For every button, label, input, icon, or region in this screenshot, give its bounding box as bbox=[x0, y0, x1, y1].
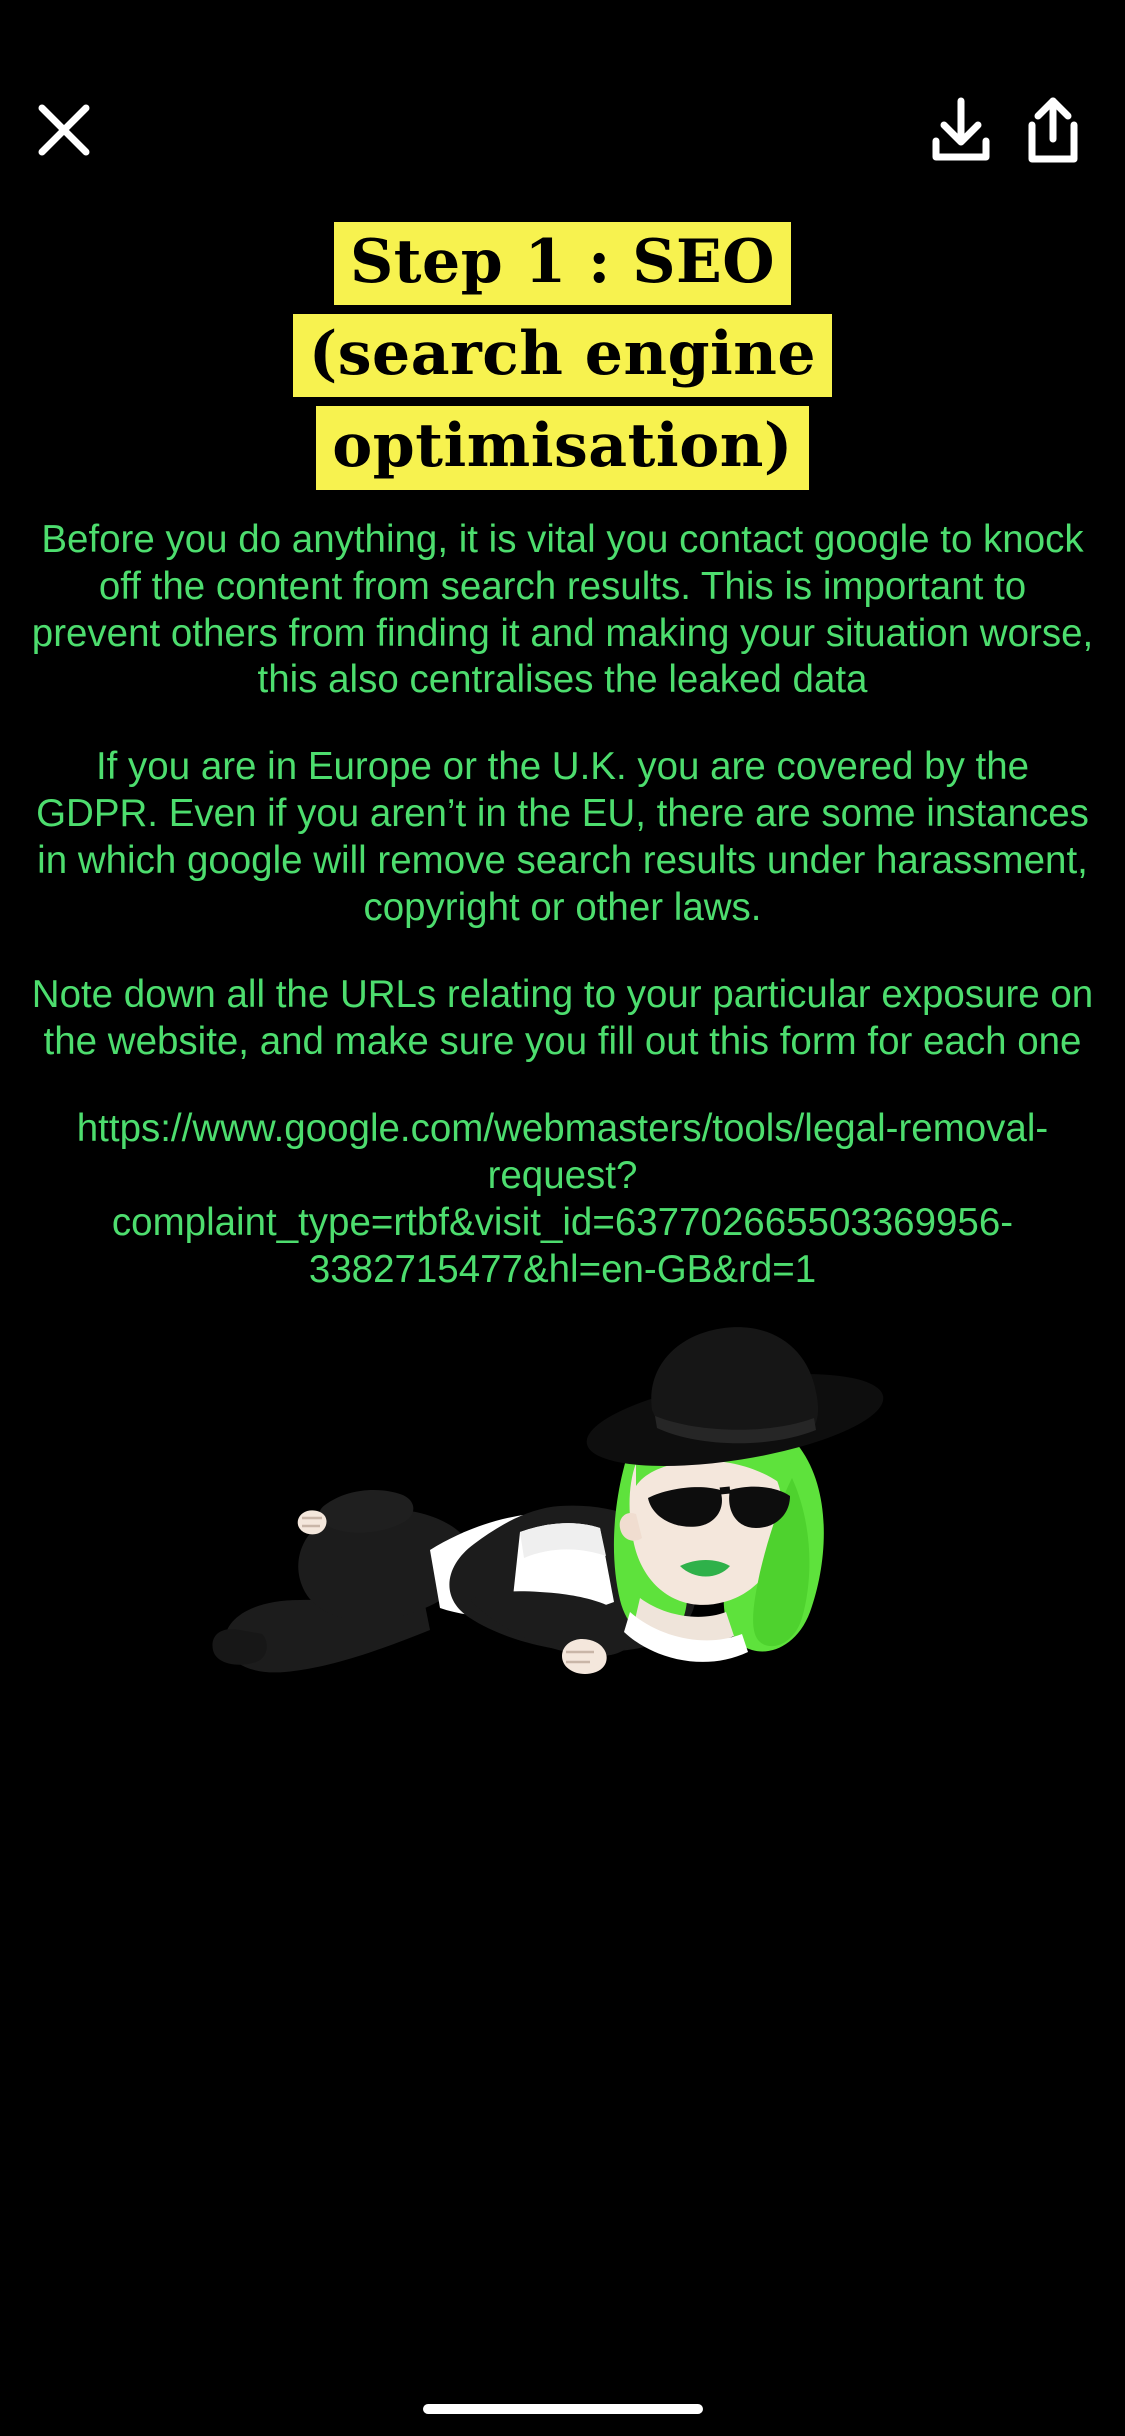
bitmoji-avatar-lying-down bbox=[0, 1300, 1125, 1720]
paragraph: Note down all the URLs relating to your particular exposure on the website, and make sure you fill out this form for each one bbox=[31, 973, 1094, 1064]
headline-line bbox=[0, 314, 1125, 397]
headline-line-text: optimisation) bbox=[316, 406, 808, 489]
download-icon[interactable] bbox=[913, 82, 1009, 178]
headline-line-text: (search engine bbox=[293, 314, 832, 397]
headline-line bbox=[0, 222, 1125, 305]
close-icon[interactable] bbox=[16, 82, 112, 178]
headline-line bbox=[0, 406, 1125, 489]
removal-request-link[interactable]: https://www.google.com/webmasters/tools/legal-removal-request?complaint_type=rtbf&visit_id=637702665503369956-3382715477&hl=en-GB&rd=1 bbox=[76, 1107, 1049, 1292]
share-icon[interactable] bbox=[1005, 82, 1101, 178]
story-content bbox=[0, 200, 1125, 2350]
home-indicator bbox=[423, 2404, 703, 2414]
paragraph: If you are in Europe or the U.K. you are covered by the GDPR. Even if you aren’t in the EU, there are some instances in which google will remove search results under harassment, copyright or other laws. bbox=[36, 745, 1089, 930]
paragraph: Before you do anything, it is vital you contact google to knock off the content from search results. This is important to prevent others from finding it and making your situation worse, this also centralises the leaked data bbox=[31, 517, 1094, 702]
page-title bbox=[0, 200, 1125, 490]
body-text bbox=[0, 499, 1125, 1295]
top-toolbar bbox=[0, 0, 1125, 200]
headline-line-text: Step 1 : SEO bbox=[334, 222, 791, 305]
